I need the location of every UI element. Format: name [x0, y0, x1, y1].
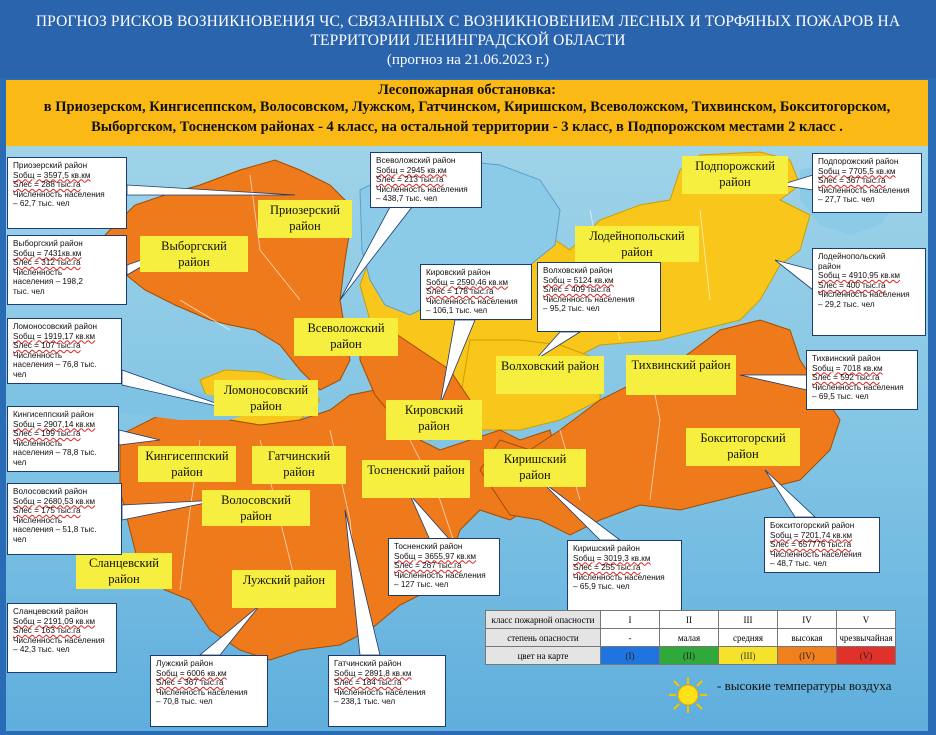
callout-line: Sобщ = 2680,53 кв.км: [13, 496, 96, 506]
callout-line: Тосненский район: [394, 542, 463, 551]
callout-line: Бокситогорский район: [770, 521, 855, 530]
callout-vyborgsky: [7, 235, 127, 305]
callout-line: чел: [13, 369, 27, 379]
callout-line: Sобщ = 4910,95 кв.км: [818, 271, 901, 281]
callout-line: Sобщ = 3655,97 кв.км: [394, 551, 477, 561]
map-label-vyborgsky: Выборгский район: [140, 236, 248, 272]
callout-line: Sлес = 592 тыс.га: [812, 373, 880, 383]
callout-line: – 438,7 тыс. чел: [376, 194, 438, 204]
callout-lomonosovsky: [7, 318, 122, 384]
callout-line: Sобщ = 7705,5 кв.км: [818, 166, 896, 176]
callout-line: населения – 198,2: [13, 277, 83, 287]
callout-line: Выборгский район: [13, 239, 83, 248]
callout-line: Sлес = 163 тыс.га: [13, 626, 81, 636]
callout-line: тыс. чел: [13, 286, 45, 296]
callout-line: Численность: [13, 267, 63, 277]
callout-line: Численность населения: [573, 572, 665, 582]
callout-line: Численность населения: [818, 185, 910, 195]
callout-line: – 127 тыс. чел: [394, 580, 449, 590]
callout-kirishsky: [567, 540, 682, 612]
callout-line: Подпорожский район: [818, 157, 899, 166]
callout-line: Sобщ = 3597,5 кв.км: [13, 170, 91, 180]
callout-line: Гатчинский район: [334, 659, 402, 668]
callout-line: населения – 51,8 тыс.: [13, 525, 97, 535]
legend-cell: I: [601, 611, 660, 629]
map-label-volosovsky: Волосовский район: [202, 490, 310, 526]
legend-swatch-2: (II): [660, 647, 719, 665]
legend-cell: высокая: [778, 629, 837, 647]
callout-volosovsky: [7, 483, 122, 555]
callout-lodeynopolsky: [812, 248, 926, 336]
callout-line: чел: [13, 534, 27, 544]
callout-line: Sобщ = 6006 кв.км: [156, 668, 227, 678]
callout-line: Волховский район: [543, 266, 613, 275]
legend-row-color: [486, 647, 896, 665]
map-label-lodeynopolsky: Лодейнопольский район: [575, 226, 699, 262]
legend-cell: IV: [778, 611, 837, 629]
callout-line: – 65,9 тыс. чел: [573, 582, 630, 592]
map-label-kirishsky: Киришский район: [484, 449, 586, 487]
callout-line: Sлес = 367 тыс.га: [818, 176, 886, 186]
legend-cell: III: [719, 611, 778, 629]
legend-row-degree: [486, 629, 896, 647]
callout-line: – 106,1 тыс. чел: [426, 306, 488, 316]
callout-line: населения – 78,8 тыс.: [13, 448, 97, 458]
callout-line: Лужский район: [156, 659, 213, 668]
legend-cell: II: [660, 611, 719, 629]
callout-line: Численность населения: [426, 296, 518, 306]
callout-line: – 95,2 тыс. чел: [543, 304, 600, 314]
callout-line: Sобщ = 2891,8 кв.км: [334, 668, 412, 678]
callout-line: Численность населения: [770, 549, 862, 559]
callout-line: Численность населения: [543, 294, 635, 304]
callout-line: Всеволожский район: [376, 156, 456, 165]
callout-line: Sлес = 199 тыс.га: [13, 429, 81, 439]
callout-slantsevsky: [7, 603, 117, 673]
callout-line: Sлес = 213 тыс.га: [376, 175, 444, 185]
legend-cell: -: [601, 629, 660, 647]
callout-line: – 238,1 тыс. чел: [334, 697, 396, 707]
callout-gatchinsky: [328, 655, 446, 727]
legend-cell: средняя: [719, 629, 778, 647]
callout-line: Sобщ = 3019,3 кв.км: [573, 553, 651, 563]
callout-priozersky: [7, 157, 127, 229]
callout-line: – 27,7 тыс. чел: [818, 195, 875, 205]
callout-line: Sлес = 267 тыс.га: [394, 561, 462, 571]
callout-line: – 42,3 тыс. чел: [13, 645, 70, 655]
callout-line: Sлес = 312 тыс.га: [13, 258, 81, 268]
legend-swatch-5: (V): [837, 647, 896, 665]
callout-line: Sобщ = 2907,14 кв.км: [13, 419, 96, 429]
callout-podporozhsky: [812, 153, 922, 213]
callout-line: Кировский район: [426, 268, 491, 277]
callout-line: Численность населения: [394, 570, 486, 580]
callout-line: Sобщ = 2945 кв.км: [376, 165, 447, 175]
callout-boksitogorsky: [764, 517, 880, 573]
map-label-luzhsky: Лужский район: [232, 570, 336, 608]
sun-icon: [668, 676, 708, 714]
callout-line: Численность: [13, 515, 63, 525]
legend-row-class: [486, 611, 896, 629]
map-label-gatchinsky: Гатчинский район: [252, 446, 346, 484]
callout-line: Sлес = 409 тыс.га: [543, 285, 611, 295]
callout-kirovsky: [420, 264, 532, 320]
map-label-kingiseppsky: Кингисеппский район: [138, 446, 236, 482]
banner-text: в Приозерском, Кингисеппском, Волосовском, Лужском, Гатчинском, Киришском, Всеволожском, Тихвинском, Бокситогорском, Выборгском, Тосненском районах - 4 класс, на остальной территории - 3 класс, в Подпорожском местами 2 класс .: [43, 99, 891, 135]
callout-line: Лодейнопольский: [818, 252, 886, 261]
callout-line: Sлес = 107 тыс.га: [13, 341, 81, 351]
map-label-lomonosovsky: Ломоносовский район: [214, 380, 318, 416]
callout-line: Численность населения: [812, 382, 904, 392]
callout-line: Sлес = 288 тыс.га: [13, 180, 81, 190]
callout-line: Sобщ = 2590,46 кв.км: [426, 277, 509, 287]
map-label-volkhovsky: Волховский район: [496, 356, 604, 394]
callout-line: Тихвинский район: [812, 354, 881, 363]
callout-line: Sлес = 255 тыс.га: [573, 563, 641, 573]
callout-luzhsky: [150, 655, 268, 727]
callout-line: Sлес = 175 тыс.га: [13, 506, 81, 516]
callout-line: чел: [13, 457, 27, 467]
callout-line: Sлес = 178 тыс.га: [426, 287, 494, 297]
callout-line: Sобщ = 5124 кв.км: [543, 275, 614, 285]
callout-tikhvinsky: [806, 350, 918, 410]
legend-cell: чрезвычайная: [837, 629, 896, 647]
callout-line: – 62,7 тыс. чел: [13, 199, 70, 209]
callout-volkhovsky: [537, 262, 661, 332]
callout-kingiseppsky: [7, 406, 119, 472]
map-label-priozersky: Приозерский район: [258, 200, 352, 238]
callout-line: Численность населения: [818, 290, 910, 300]
callout-line: – 70,8 тыс. чел: [156, 697, 213, 707]
callout-line: Sлес = 184 тыс.га: [334, 678, 402, 688]
callout-line: Численность населения: [156, 687, 248, 697]
page-title: ПРОГНОЗ РИСКОВ ВОЗНИКНОВЕНИЯ ЧС, СВЯЗАННЫХ С ВОЗНИКНОВЕНИЕМ ЛЕСНЫХ И ТОРФЯНЫХ ПОЖАРОВ НА ТЕРРИТОРИИ ЛЕНИНГРАДСКОЙ ОБЛАСТИ: [35, 13, 901, 49]
forecast-date: (прогноз на 21.06.2023 г.): [386, 52, 550, 68]
callout-line: район: [818, 261, 841, 271]
callout-vsevolozhsky: [370, 152, 482, 208]
callout-line: Волосовский район: [13, 487, 88, 496]
legend-header: класс пожарной опасности: [486, 611, 601, 629]
map-label-boksitogorsky: Бокситогорский район: [686, 428, 800, 466]
legend-swatch-1: (I): [601, 647, 660, 665]
fire-class-legend: [485, 610, 896, 665]
legend-header: цвет на карте: [486, 647, 601, 665]
banner-heading: Лесопожарная обстановка:: [378, 82, 556, 98]
callout-line: Sобщ = 7201,74 кв.км: [770, 530, 853, 540]
callout-line: Сланцевский район: [13, 607, 89, 616]
callout-tosnensky: [388, 538, 500, 596]
legend-cell: V: [837, 611, 896, 629]
callout-line: Кингисеппский район: [13, 410, 94, 419]
legend-swatch-4: (IV): [778, 647, 837, 665]
callout-line: Численность: [13, 438, 63, 448]
callout-line: Численность: [13, 350, 63, 360]
callout-line: Киришский район: [573, 544, 640, 553]
map-label-podporozhsky: Подпорожский район: [682, 156, 788, 194]
callout-line: Sлес = 657776 тыс.га: [770, 540, 852, 550]
legend-cell: малая: [660, 629, 719, 647]
callout-line: Sлес = 400 тыс.га: [818, 280, 886, 290]
sun-legend-note: - высокие температуры воздуха: [717, 678, 892, 693]
callout-line: – 48,7 тыс. чел: [770, 559, 827, 569]
callout-line: Sобщ = 2191,09 кв.км: [13, 616, 96, 626]
callout-line: Sлес = 367 тыс.га: [156, 678, 224, 688]
callout-line: Численность населения: [13, 189, 105, 199]
callout-line: Sобщ = 7018 кв.км: [812, 363, 883, 373]
callout-line: населения – 76,8 тыс.: [13, 360, 97, 370]
callout-line: Численность населения: [334, 687, 426, 697]
callout-line: Sобщ = 1919,17 кв.км: [13, 331, 96, 341]
map-label-slantsevsky: Сланцевский район: [76, 553, 172, 589]
callout-line: Численность населения: [376, 184, 468, 194]
callout-line: Численность населения: [13, 635, 105, 645]
map-label-tosnensky: Тосненский район: [362, 460, 470, 498]
map-label-vsevolozhsky: Всеволожский район: [294, 318, 398, 356]
callout-line: – 29,2 тыс. чел: [818, 299, 875, 309]
callout-line: Ломоносовский район: [13, 322, 98, 331]
legend-swatch-3: (III): [719, 647, 778, 665]
callout-line: Приозерский район: [13, 161, 88, 170]
callout-line: – 69,5 тыс. чел: [812, 392, 869, 402]
legend-header: степень опасности: [486, 629, 601, 647]
map-label-kirovsky: Кировский район: [386, 400, 482, 440]
callout-line: Sобщ = 7431кв.км: [13, 248, 82, 258]
map-label-tikhvinsky: Тихвинский район: [626, 355, 736, 395]
